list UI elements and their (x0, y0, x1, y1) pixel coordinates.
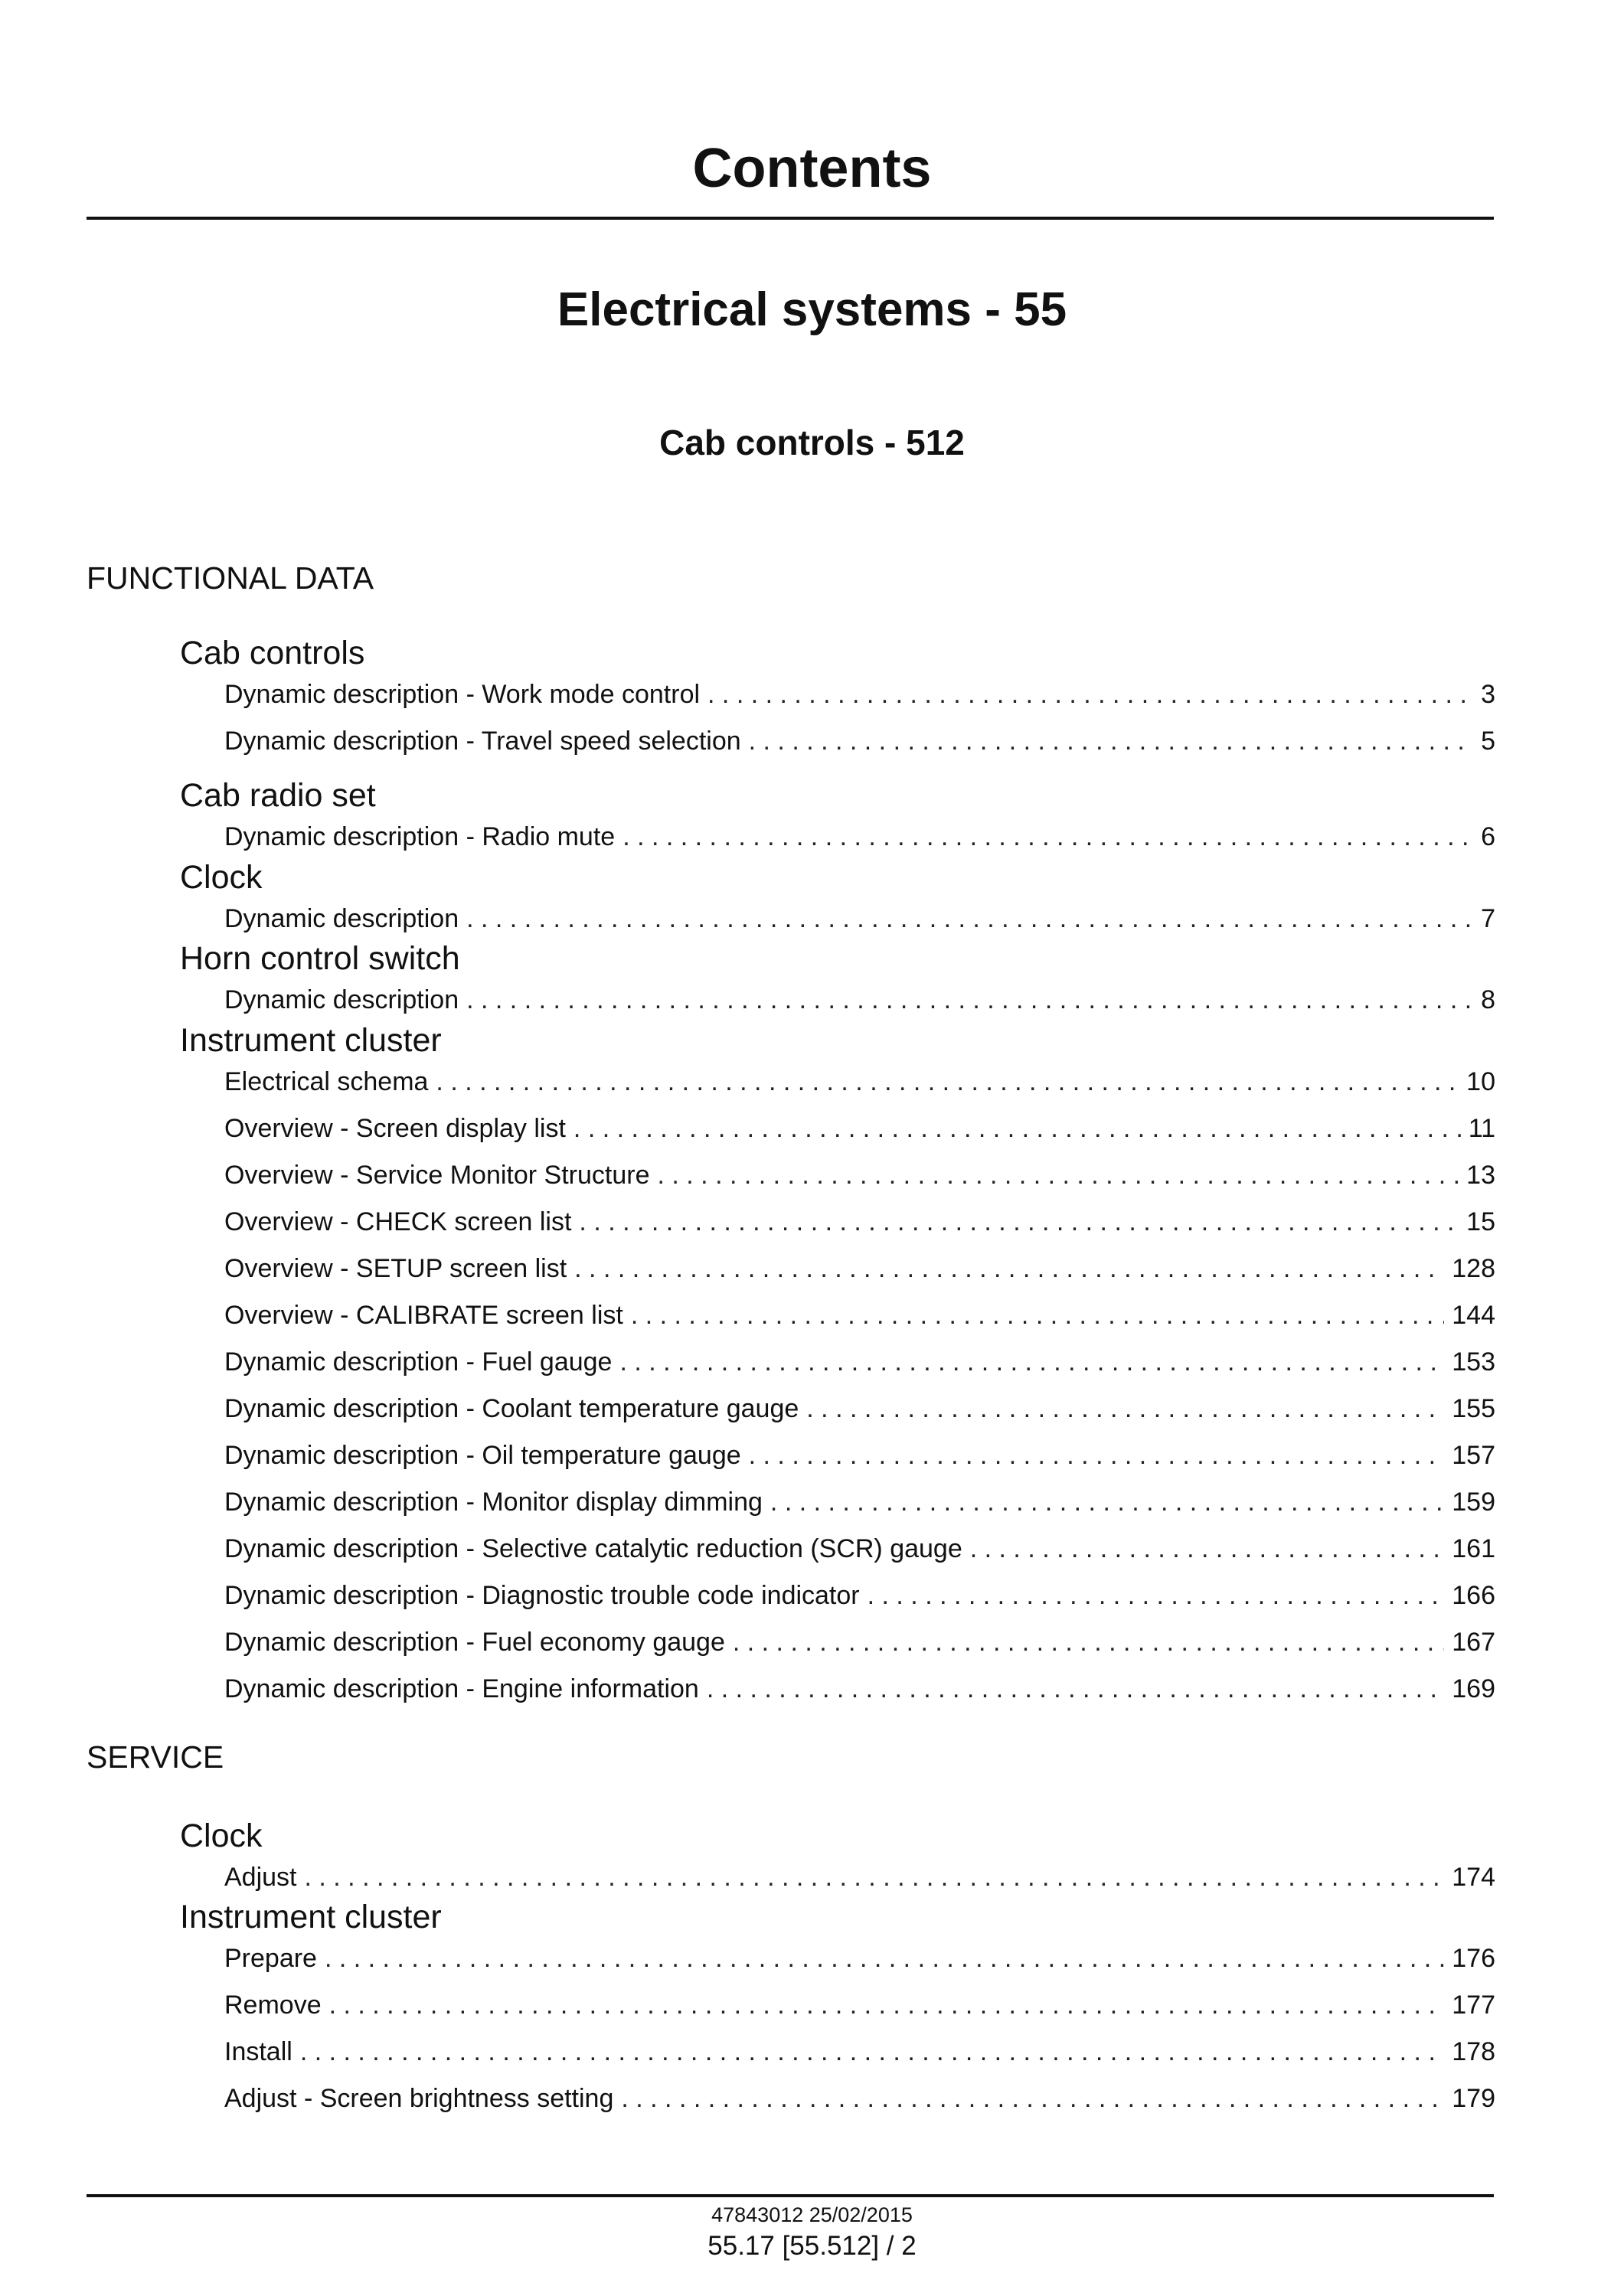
group-heading: Instrument cluster (180, 1022, 442, 1059)
toc-entry[interactable] (224, 1392, 1495, 1426)
dot-leader (707, 1672, 1444, 1706)
toc-entry-page-number: 144 (1452, 1301, 1495, 1330)
toc-entry-page-number: 13 (1466, 1161, 1495, 1190)
dot-leader (329, 1988, 1445, 2022)
toc-entry[interactable] (224, 1942, 1495, 1975)
dot-leader (619, 1345, 1444, 1379)
dot-leader (574, 1252, 1444, 1285)
toc-entry[interactable] (224, 1672, 1495, 1706)
dot-leader (573, 1112, 1461, 1145)
toc-entry[interactable] (224, 820, 1495, 854)
toc-entry-label: Dynamic description - Selective catalytic reduction (SCR) gauge (224, 1534, 962, 1563)
toc-entry-label: Prepare (224, 1944, 317, 1973)
dot-leader (631, 1298, 1444, 1332)
toc-entry-page-number: 176 (1452, 1944, 1495, 1973)
toc-entry-page-number: 157 (1452, 1441, 1495, 1470)
toc-entry[interactable] (224, 1625, 1495, 1659)
section-title: Cab controls - 512 (659, 423, 965, 462)
toc-entry-page-number: 174 (1452, 1863, 1495, 1892)
footer-rule (87, 2194, 1494, 2197)
toc-entry-page-number: 178 (1452, 2037, 1495, 2066)
toc-entry[interactable] (224, 1485, 1495, 1519)
footer-page-reference: 55.17 [55.512] / 2 (707, 2231, 917, 2261)
toc-entry-label: Electrical schema (224, 1067, 429, 1096)
dot-leader (622, 820, 1473, 854)
toc-entry[interactable] (224, 1532, 1495, 1566)
dot-leader (806, 1392, 1444, 1426)
toc-entry-label: Overview - CHECK screen list (224, 1207, 572, 1236)
toc-entry[interactable] (224, 2082, 1495, 2115)
toc-entry-page-number: 11 (1468, 1114, 1495, 1143)
toc-entry-label: Dynamic description - Engine information (224, 1674, 699, 1703)
toc-entry-label: Remove (224, 1991, 322, 2020)
toc-entry[interactable] (224, 1988, 1495, 2022)
dot-leader (300, 2035, 1444, 2069)
toc-entry-page-number: 7 (1481, 904, 1495, 933)
toc-entry-label: Dynamic description - Travel speed selection (224, 727, 741, 756)
toc-entry-label: Dynamic description - Coolant temperature gauge (224, 1394, 799, 1423)
dot-leader (658, 1158, 1459, 1192)
category-heading: FUNCTIONAL DATA (87, 560, 374, 596)
toc-entry-label: Dynamic description - Radio mute (224, 822, 616, 851)
toc-entry-label: Dynamic description (224, 985, 459, 1014)
toc-entry[interactable] (224, 1345, 1495, 1379)
dot-leader (436, 1065, 1459, 1099)
toc-entry-page-number: 155 (1452, 1394, 1495, 1423)
group-heading: Cab radio set (180, 777, 376, 814)
dot-leader (733, 1625, 1444, 1659)
toc-entry-page-number: 166 (1452, 1581, 1495, 1610)
toc-entry-page-number: 179 (1452, 2084, 1495, 2113)
toc-entry-label: Overview - Screen display list (224, 1114, 566, 1143)
toc-entry[interactable] (224, 983, 1495, 1017)
toc-entry-page-number: 153 (1452, 1347, 1495, 1377)
toc-entry-label: Adjust (224, 1863, 297, 1892)
toc-entry-label: Dynamic description - Monitor display dimming (224, 1488, 763, 1517)
toc-entry-page-number: 159 (1452, 1488, 1495, 1517)
toc-entry-page-number: 6 (1481, 822, 1495, 851)
header-rule (87, 217, 1494, 220)
toc-entry-page-number: 3 (1481, 680, 1495, 709)
toc-entry-page-number: 167 (1452, 1628, 1495, 1657)
toc-entry-label: Install (224, 2037, 292, 2066)
toc-entry[interactable] (224, 1439, 1495, 1472)
toc-entry[interactable] (224, 1252, 1495, 1285)
toc-entry-page-number: 5 (1481, 727, 1495, 756)
toc-entry-label: Overview - CALIBRATE screen list (224, 1301, 623, 1330)
dot-leader (466, 902, 1473, 936)
toc-entry-label: Overview - Service Monitor Structure (224, 1161, 650, 1190)
group-heading: Cab controls (180, 635, 365, 671)
toc-entry-label: Dynamic description (224, 904, 459, 933)
toc-entry-label: Dynamic description - Fuel gauge (224, 1347, 613, 1377)
toc-entry[interactable] (224, 1065, 1495, 1099)
dot-leader (707, 678, 1473, 711)
group-heading: Horn control switch (180, 940, 460, 977)
dot-leader (325, 1942, 1444, 1975)
dot-leader (749, 1439, 1445, 1472)
toc-entry-page-number: 128 (1452, 1254, 1495, 1283)
toc-entry-label: Dynamic description - Oil temperature gauge (224, 1441, 741, 1470)
toc-entry-page-number: 169 (1452, 1674, 1495, 1703)
dot-leader (868, 1579, 1445, 1612)
toc-entry-label: Dynamic description - Diagnostic trouble code indicator (224, 1581, 860, 1610)
toc-entry-label: Dynamic description - Fuel economy gauge (224, 1628, 725, 1657)
dot-leader (970, 1532, 1445, 1566)
chapter-title: Electrical systems - 55 (557, 283, 1067, 336)
dot-leader (621, 2082, 1444, 2115)
toc-entry-page-number: 15 (1466, 1207, 1495, 1236)
category-heading: SERVICE (87, 1739, 224, 1775)
footer-document-reference: 47843012 25/02/2015 (711, 2203, 913, 2226)
toc-entry[interactable] (224, 1158, 1495, 1192)
toc-entry-page-number: 8 (1481, 985, 1495, 1014)
toc-entry[interactable] (224, 1579, 1495, 1612)
dot-leader (579, 1205, 1459, 1239)
toc-entry[interactable] (224, 2035, 1495, 2069)
toc-entry[interactable] (224, 1205, 1495, 1239)
toc-entry-page-number: 177 (1452, 1991, 1495, 2020)
group-heading: Clock (180, 859, 263, 896)
toc-entry[interactable] (224, 1860, 1495, 1894)
dot-leader (305, 1860, 1445, 1894)
group-heading: Instrument cluster (180, 1899, 442, 1935)
page-title: Contents (692, 138, 932, 199)
toc-entry[interactable] (224, 724, 1495, 758)
toc-entry[interactable] (224, 1298, 1495, 1332)
dot-leader (770, 1485, 1444, 1519)
toc-entry[interactable] (224, 902, 1495, 936)
dot-leader (749, 724, 1473, 758)
dot-leader (466, 983, 1473, 1017)
group-heading: Clock (180, 1818, 263, 1854)
toc-entry[interactable] (224, 678, 1495, 711)
toc-entry-label: Overview - SETUP screen list (224, 1254, 567, 1283)
toc-entry[interactable] (224, 1112, 1495, 1145)
toc-entry-page-number: 10 (1466, 1067, 1495, 1096)
toc-entry-page-number: 161 (1452, 1534, 1495, 1563)
toc-entry-label: Dynamic description - Work mode control (224, 680, 701, 709)
toc-entry-label: Adjust - Screen brightness setting (224, 2084, 614, 2113)
